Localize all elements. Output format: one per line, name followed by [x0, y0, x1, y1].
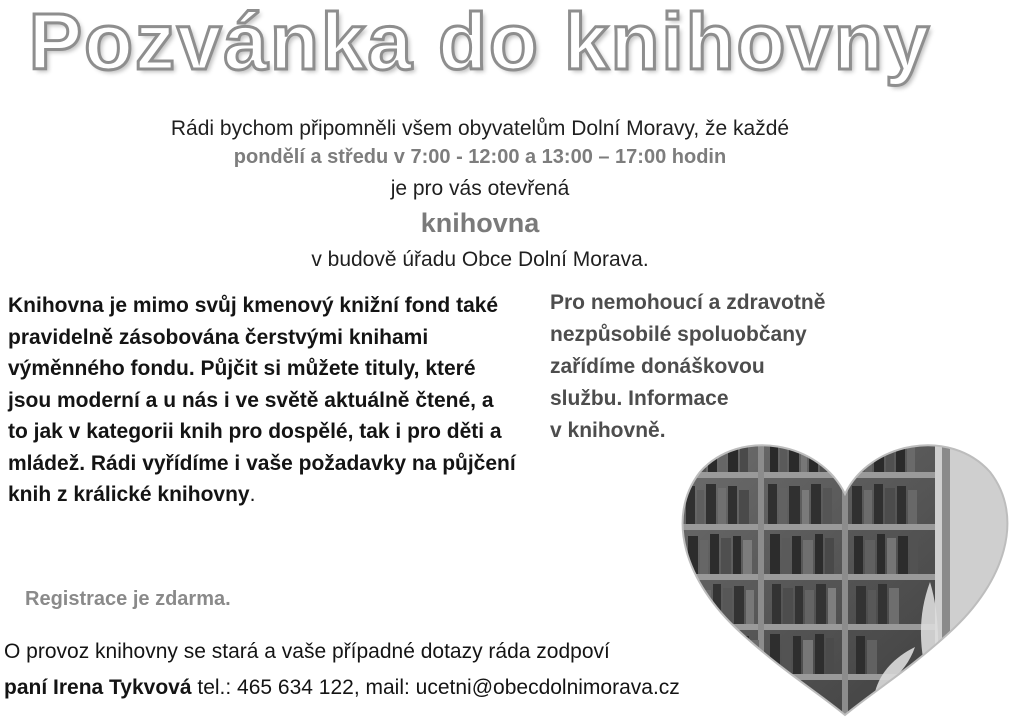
library-description-end: . [249, 483, 256, 506]
library-description-text: Knihovna je mimo svůj kmenový knižní fond také pravidelně zásobována čerstvými knihami výměnného fondu. Půjčit si můžete tituly, které jsou moderní a u nás i ve světě aktuálně čtené, a to jak v kategorii knih pro dospělé, tak i pro děti a mládež. Rádi vyřídíme i vaše požadavky na půjčení knih z králické knihovny [8, 294, 516, 506]
contact-name: paní Irena Tykvová [4, 676, 192, 699]
library-description [8, 290, 518, 511]
registration-note: Registrace je zdarma. [25, 588, 231, 610]
intro-line-3: je pro vás otevřená [390, 177, 570, 200]
library-heading: knihovna [420, 208, 540, 238]
opening-hours: pondělí a středu v 7:00 - 12:00 a 13:00 – 17:00 hodin [233, 146, 727, 168]
intro-line-1: Rádi bychom připomněli všem obyvatelům Dolní Moravy, že každé [170, 117, 790, 140]
delivery-line-1: Pro nemohoucí a zdravotně [550, 291, 826, 314]
contact-phone-email: tel.: 465 634 122, mail: ucetni@obecdolnimorava.cz [191, 676, 680, 699]
page-title: Pozvánka do knihovny [28, 0, 932, 86]
contact-details [4, 674, 804, 702]
contact-intro: O provoz knihovny se stará a vaše případné dotazy ráda zodpoví [4, 640, 610, 663]
delivery-service-note [550, 287, 890, 447]
intro-location: v budově úřadu Obce Dolní Morava. [311, 248, 649, 271]
delivery-line-5: v knihovně. [550, 419, 666, 442]
delivery-line-4: službu. Informace [550, 387, 729, 410]
delivery-line-3: zařídíme donáškovou [550, 355, 765, 378]
delivery-line-2: nezpůsobilé spoluobčany [550, 323, 807, 346]
